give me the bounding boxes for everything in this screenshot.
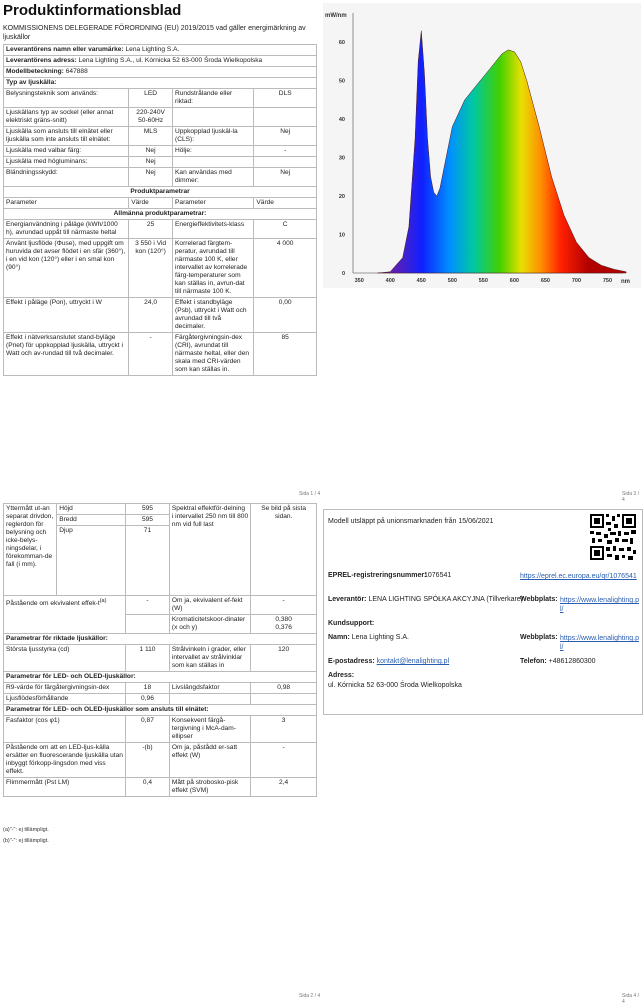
eprel-number: 1076541 [424, 572, 452, 579]
address-value: ul. Kórnicka 52 63-000 Środa Wielkopolska [328, 682, 462, 689]
support-label: Kundsupport: [328, 620, 375, 627]
supplier-name: Lena Lighting S.A. [125, 46, 180, 53]
table-row: Yttermått ut-an separat drivdon, reglerdon för belysning och icke-belys-ningsdelar, i förekomman-de fall (i mm). Höjd 595 Spektral effektför-delning i intervallet 250 nm till 800 nm vid full last Se bild på sista sidan. [4, 504, 317, 515]
table-row: Flimmermått (Pst LM) 0,4 Mått på strobosko-pisk effekt (SVM) 2,4 [4, 778, 317, 797]
table-row: Energianvändning i påläge (kWh/1000 h), avrundad uppåt till närmaste heltal 25 Energieffektivitets-klass C [4, 220, 317, 239]
x-tick-label: 750 [602, 278, 613, 284]
eprel-info-box: Modell utsläppt på unionsmarknaden från 15/06/2021 EPREL-registreringsnummer: 1076541 https://eprel.ec.europa.eu/qr/1076541 Leverantör: LENA LIGHTING SPÓŁKA AKCYJNA (Tillverkare) Webbplats: https://www.lenalighting.pl/ Kundsupport: Namn: Lena Lighting S.A. Webbplats: https://www.lenalighting.pl/ E-postadress: kontakt@lenalighting.pl Telefon: +48612860300 Adress: ul. Kórnicka 52 63-000 Środa Wielkopolska [323, 509, 643, 715]
y-tick-label: 30 [338, 155, 345, 162]
product-info-table: Leverantörens namn eller varumärke: Lena Lighting S.A. Leverantörens adress: Lena Lighting S.A., ul. Kórnicka 52 63-000 Środa Wielkopolska Modellbeteckning: 647888 Typ av ljuskälla: Belysningsteknik som används: LED Rundstrålande eller riktad: DLS Ljuskällans typ av sockel (eller annat elektriskt gräns-snitt) 220-240V 50-60Hz Ljuskälla som ansluts till elnätet eller ljuskälla som inte ansluts till elnätet: MLS Uppkopplad ljuskäl-la (CLS): Nej Ljuskälla med valbar färg: Nej Hölje: - Ljuskälla med högluminans: Nej Bländningsskydd: Nej Kan användas med dimmer: Nej Produktparametrar Parameter Värde Parameter Värde Allmänna produktparametrar: Energianvändning i påläge (kWh/1000 h), avrundad uppåt till närmaste heltal 25 Energieffektivitets-klass C Använt ljusflöde (Φuse), med uppgift om huruvida det avser flödet i en sfär (360°), i en vid kon (120°) eller i en smal kon (90°) 3 550 i Vid kon (120°) Korrelerad färgtem-peratur, avrundad till närmaste 100 K, eller intervallet av korrelerade färg-temperaturer som kan ställas in, avrun-dat till närmaste 100 K. 4 000 Effekt i påläge (Pon), uttryckt i W 24,0 Effekt i standbyläge (Psb), uttryckt i Watt och avrundad till två decimaler. 0,00 Effekt i nätverksanslutet stand-byläge (Pnet) för uppkopplad ljuskälla, uttryckt i Watt och av-rundad till två decimaler. - Färgåtergivningsin-dex (CRI), avrundat till närmaste heltal, eller den skala med CRI-värden som kan ställas in. 85 [3, 44, 317, 376]
y-tick-label: 20 [338, 194, 345, 201]
table-row: Ljusflödesförhållande 0,96 [4, 694, 317, 705]
release-date: Modell utsläppt på unionsmarknaden från 15/06/2021 [328, 518, 494, 525]
y-tick-label: 10 [338, 232, 345, 239]
table-row: Påstående om ekvivalent effek-$t^{(a)}$ - Om ja, ekvivalent ef-fekt (W) - [4, 596, 317, 615]
x-tick-label: 650 [540, 278, 551, 284]
footnote-a: (a)"-": ej tillämpligt. [3, 827, 49, 833]
y-axis-unit: mW/nm [325, 13, 347, 19]
table-row: Bredd 595 [4, 515, 317, 526]
x-tick-label: 350 [354, 278, 364, 284]
y-tick-label: 50 [338, 78, 345, 85]
x-tick-label: 450 [416, 278, 426, 284]
table-row: Bländningsskydd: Nej Kan användas med dimmer: Nej [4, 168, 317, 187]
table-row: R9-värde för färgåtergivningsin-dex 18 Livslängdsfaktor 0,98 [4, 683, 317, 694]
led-heading: Parametrar för LED- och OLED-ljuskällor: [4, 672, 317, 683]
table-row: Använt ljusflöde (Φuse), med uppgift om huruvida det avser flödet i en sfär (360°), i en vid kon (120°) eller i en smal kon (90°) 3 550 i Vid kon (120°) Korrelerad färgtem-peratur, avrundad till närmaste 100 K, eller intervallet av korrelerade färg-temperaturer som kan ställas in, avrun-dat till närmaste 100 K. 4 000 [4, 239, 317, 298]
table-row: Fasfaktor (cos φ1) 0,87 Konsekvent färgå-tergivning i McA-dam-ellipser 3 [4, 716, 317, 743]
supplier-address: Lena Lighting S.A., ul. Kórnicka 52 63-000 Środa Wielkopolska [78, 57, 263, 64]
page-number-1: Sida 1 / 4 [299, 491, 321, 497]
email-link[interactable]: kontakt@lenalighting.pl [376, 658, 450, 665]
website2-label: Webbplats: [520, 634, 558, 641]
x-tick-label: 600 [509, 278, 519, 284]
website2-link[interactable]: https://www.lenalighting.pl/ [560, 635, 639, 651]
page-number-4: Sida 4 / 4 [622, 993, 639, 1005]
table-row: Största ljusstyrka (cd) 1 110 Strålvinkeln i grader, eller intervallet av strålvinklar som kan ställas in 120 [4, 645, 317, 672]
page-title: Produktinformationsblad [3, 2, 182, 19]
general-params-heading: Allmänna produktparametrar: [4, 209, 317, 220]
table-row: Djup 71 [4, 526, 317, 596]
x-tick-label: 700 [571, 278, 582, 284]
page-number-2: Sida 2 / 4 [299, 993, 321, 999]
page-number-3: Sida 3 / 4 [622, 491, 639, 503]
eprel-link[interactable]: https://eprel.ec.europa.eu/qr/1076541 [520, 573, 637, 580]
supplier-value: LENA LIGHTING SPÓŁKA AKCYJNA (Tillverkare) [368, 596, 524, 603]
mains-heading: Parametrar för LED- och OLED-ljuskällor som ansluts till elnätet: [4, 705, 317, 716]
website-label: Webbplats: [520, 596, 558, 603]
spectral-distribution-chart [323, 3, 641, 288]
table-row: Effekt i nätverksanslutet stand-byläge (Pnet) för uppkopplad ljuskälla, uttryckt i Watt och av-rundad till två decimaler. - Färgåtergivningsin-dex (CRI), avrundat till närmaste heltal, eller den skala med CRI-värden som kan ställas in. 85 [4, 333, 317, 376]
model-number: 647888 [65, 68, 88, 75]
table-header-row: Parameter Värde Parameter Värde [4, 198, 317, 209]
x-tick-label: 500 [447, 278, 457, 284]
website-link[interactable]: https://www.lenalighting.pl/ [560, 597, 639, 613]
directed-heading: Parametrar för riktade ljuskällor: [4, 634, 317, 645]
table-row: Ljuskällans typ av sockel (eller annat elektriskt gräns-snitt) 220-240V 50-60Hz [4, 108, 317, 127]
footnote-b: (b)"-": ej tillämpligt. [3, 838, 49, 844]
support-name: Lena Lighting S.A. [351, 634, 409, 641]
x-tick-label: 550 [478, 278, 488, 284]
table-row: Ljuskälla med valbar färg: Nej Hölje: - [4, 146, 317, 157]
table-row: Ljuskälla som ansluts till elnätet eller ljuskälla som inte ansluts till elnätet: MLS Uppkopplad ljuskäl-la (CLS): Nej [4, 127, 317, 146]
params-heading: Produktparametrar [4, 187, 317, 198]
phone-number: +48612860300 [548, 658, 596, 665]
qr-code-icon [590, 514, 636, 560]
eprel-label: EPREL-registreringsnummer: [328, 572, 427, 579]
type-heading: Typ av ljuskälla: [4, 78, 317, 89]
table-row: Ljuskälla med högluminans: Nej [4, 157, 317, 168]
y-tick-label: 0 [341, 271, 345, 277]
address-label: Adress: [328, 672, 355, 679]
table-row: Påstående om att en LED-ljus-källa ersätter en fluorescerande ljuskälla utan inbyggt förkopp-lingsdon med viss effekt. -(b) Om ja, påstådd er-satt effekt (W) - [4, 743, 317, 778]
y-tick-label: 40 [338, 117, 345, 124]
product-params-table-2 [3, 503, 317, 797]
y-tick-label: 60 [338, 40, 345, 47]
regulation-text: KOMMISSIONENS DELEGERADE FÖRORDNING (EU) 2019/2015 vad gäller energimärkning av ljuskällor [3, 25, 306, 41]
table-row: Effekt i påläge (Pon), uttryckt i W 24,0 Effekt i standbyläge (Psb), uttryckt i Watt och avrundad till två decimaler. 0,00 [4, 298, 317, 333]
x-tick-label: 400 [385, 278, 395, 284]
table-row: Belysningsteknik som används: LED Rundstrålande eller riktad: DLS [4, 89, 317, 108]
table-row: Kromaticitetskoor-dinater (x och y) 0,380 0,376 [4, 615, 317, 634]
x-axis-unit: nm [621, 279, 630, 285]
